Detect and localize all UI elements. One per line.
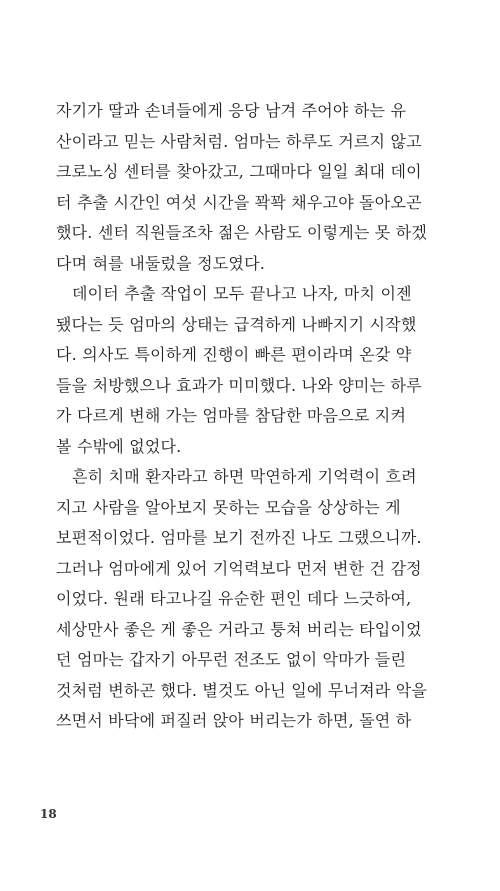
text-line: 볼 수밖에 없었다. — [56, 436, 182, 456]
text-line: 다. 의사도 특이하게 진행이 빠른 편이라며 온갖 약 — [56, 345, 412, 364]
text-line: 세상만사 좋은 게 좋은 거라고 퉁쳐 버리는 타입이었 — [56, 619, 422, 639]
body-text — [56, 96, 444, 737]
text-line: 자기가 딸과 손녀들에게 응당 남겨 주어야 하는 유 — [56, 101, 407, 120]
page-number: 18 — [40, 807, 57, 821]
paragraph-start-line: 데이터 추출 작업이 모두 끝나고 나자, 마치 이젠 — [72, 284, 412, 303]
text-line: 산이라고 믿는 사람처럼. 엄마는 하루도 거르지 않고 — [56, 131, 422, 151]
paragraph-start-line: 흔히 치매 환자라고 하면 막연하게 기억력이 흐려 — [72, 467, 417, 486]
text-line: 그러나 엄마에게 있어 기억력보다 먼저 변한 건 감정 — [56, 558, 422, 578]
text-line: 지고 사람을 알아보지 못하는 모습을 상상하는 게 — [56, 497, 401, 517]
text-line: 것처럼 변하곤 했다. 별것도 아닌 일에 무너져라 악을 — [56, 680, 428, 700]
text-line: 던 엄마는 갑자기 아무런 전조도 없이 악마가 들린 — [56, 650, 407, 669]
text-line: 했다. 센터 직원들조차 젊은 사람도 이렇게는 못 하겠 — [56, 223, 428, 242]
text-line: 들을 처방했으나 효과가 미미했다. 나와 양미는 하루 — [56, 375, 422, 395]
text-line: 이었다. 원래 타고나길 유순한 편인 데다 느긋하여, — [56, 589, 412, 608]
text-line: 다며 혀를 내둘렀을 정도였다. — [56, 253, 266, 273]
text-line: 쓰면서 바닥에 퍼질러 앉아 버리는가 하면, 돌연 하 — [56, 711, 412, 730]
text-line: 크로노싱 센터를 찾아갔고, 그때마다 일일 최대 데이 — [56, 162, 422, 181]
text-line: 됐다는 듯 엄마의 상태는 급격하게 나빠지기 시작했 — [56, 314, 417, 334]
text-line: 가 다르게 변해 가는 엄마를 참담한 마음으로 지켜 — [56, 406, 407, 425]
text-line: 보편적이었다. 엄마를 보기 전까진 나도 그랬으니까. — [56, 528, 422, 547]
text-line: 터 추출 시간인 여섯 시간을 꽉꽉 채우고야 돌아오곤 — [56, 192, 422, 212]
